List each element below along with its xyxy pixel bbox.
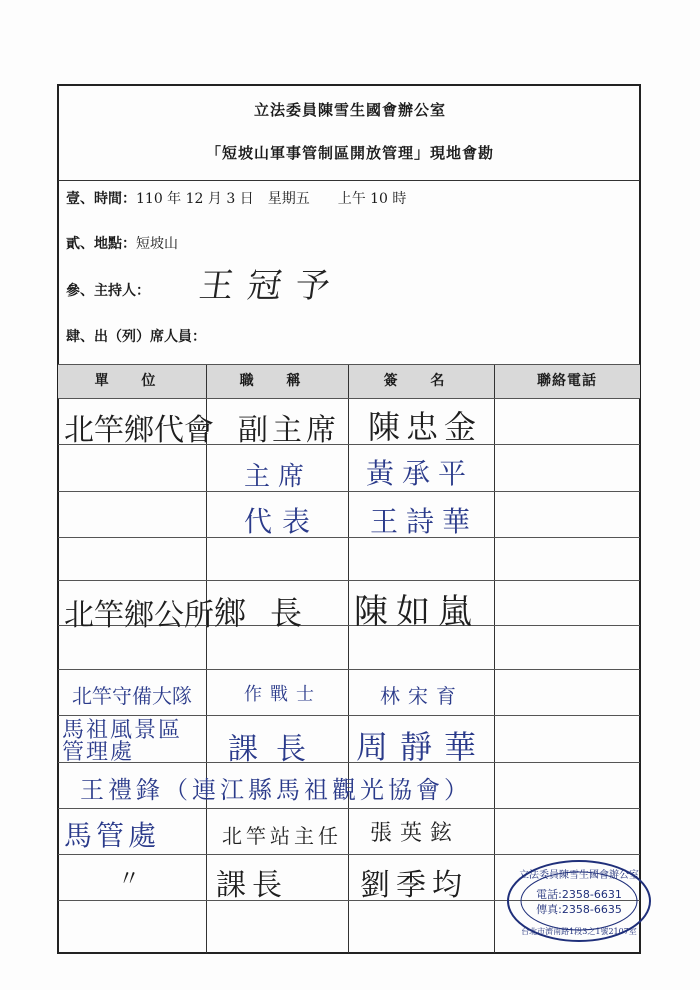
entry-unit: 馬管處 [64,819,161,852]
host-line [66,280,150,300]
entry-title: 北竿站主任 [222,824,342,848]
stamp-name: 立法委員陳雪生國會辦公室 [519,870,639,881]
entry-signature: 周靜華 [356,728,489,766]
office-seal-stamp [505,858,653,944]
col-signature: 簽 名 [383,373,459,389]
entry-signature: 張英鉉 [370,821,461,846]
row-divider [58,580,640,581]
row-divider [58,364,640,365]
time-line [66,188,406,208]
entry-title: 鄉長 [214,594,327,632]
time-label: 壹、時間： [66,191,136,207]
host-signature: 王冠予 [196,266,347,306]
place-label: 貳、地點： [66,236,136,252]
time-value: 110 年 12 月 3 日 星期五 上午 10 時 [136,191,407,207]
stamp-phone: 電話:2358-6631 [536,888,622,901]
entry-signature: 林宋育 [380,684,464,708]
stamp-fax: 傳真:2358-6635 [536,903,622,916]
entry-title: 主席 [244,462,313,492]
host-label: 參、主持人： [66,283,150,299]
col-divider [348,364,349,953]
entry-unit: 北竿鄉公所 [64,598,214,633]
meeting-subject: 「短坡山軍事管制區開放管理」現地會勘 [205,144,494,162]
entry-title: 作戰士 [244,684,322,705]
stamp-address: 台北市濟南路1段3之1號2107室 [521,927,637,936]
office-title: 立法委員陳雪生國會辦公室 [253,101,446,119]
entry-signature: 劉季均 [360,868,468,903]
entry-unit: 北竿鄉代會 [64,413,214,448]
entry-unit: 〃 [118,867,141,892]
entry-title: 課長 [216,868,288,903]
attendees-label: 肆、出（列）席人員： [66,329,206,345]
col-divider [494,364,495,953]
entry-signature: 王詩華 [370,505,479,538]
entry-signature: 陳如嵐 [354,592,480,632]
entry-unit: 王禮鋒（連江縣馬祖觀光協會） [80,776,472,804]
row-divider [58,398,640,399]
row-divider [58,808,640,809]
row-divider [58,715,640,716]
col-divider [206,364,207,953]
col-title: 職 稱 [239,373,315,389]
attendees-line [66,326,206,346]
row-divider [58,491,640,492]
entry-title: 課長 [228,732,324,767]
entry-title: 副主席 [238,413,340,448]
entry-unit: 北竿守備大隊 [72,684,192,708]
place-value: 短坡山 [136,236,178,252]
col-phone: 聯絡電話 [537,373,597,389]
row-divider [58,537,640,538]
place-line [66,233,178,253]
col-unit: 單 位 [94,373,170,389]
row-divider [58,854,640,855]
entry-signature: 陳忠金 [368,408,483,446]
entry-unit: 馬祖風景區管理處 [62,718,183,765]
entry-title: 代表 [244,505,321,538]
entry-signature: 黃承平 [366,457,475,490]
row-divider [58,669,640,670]
divider [58,180,640,181]
